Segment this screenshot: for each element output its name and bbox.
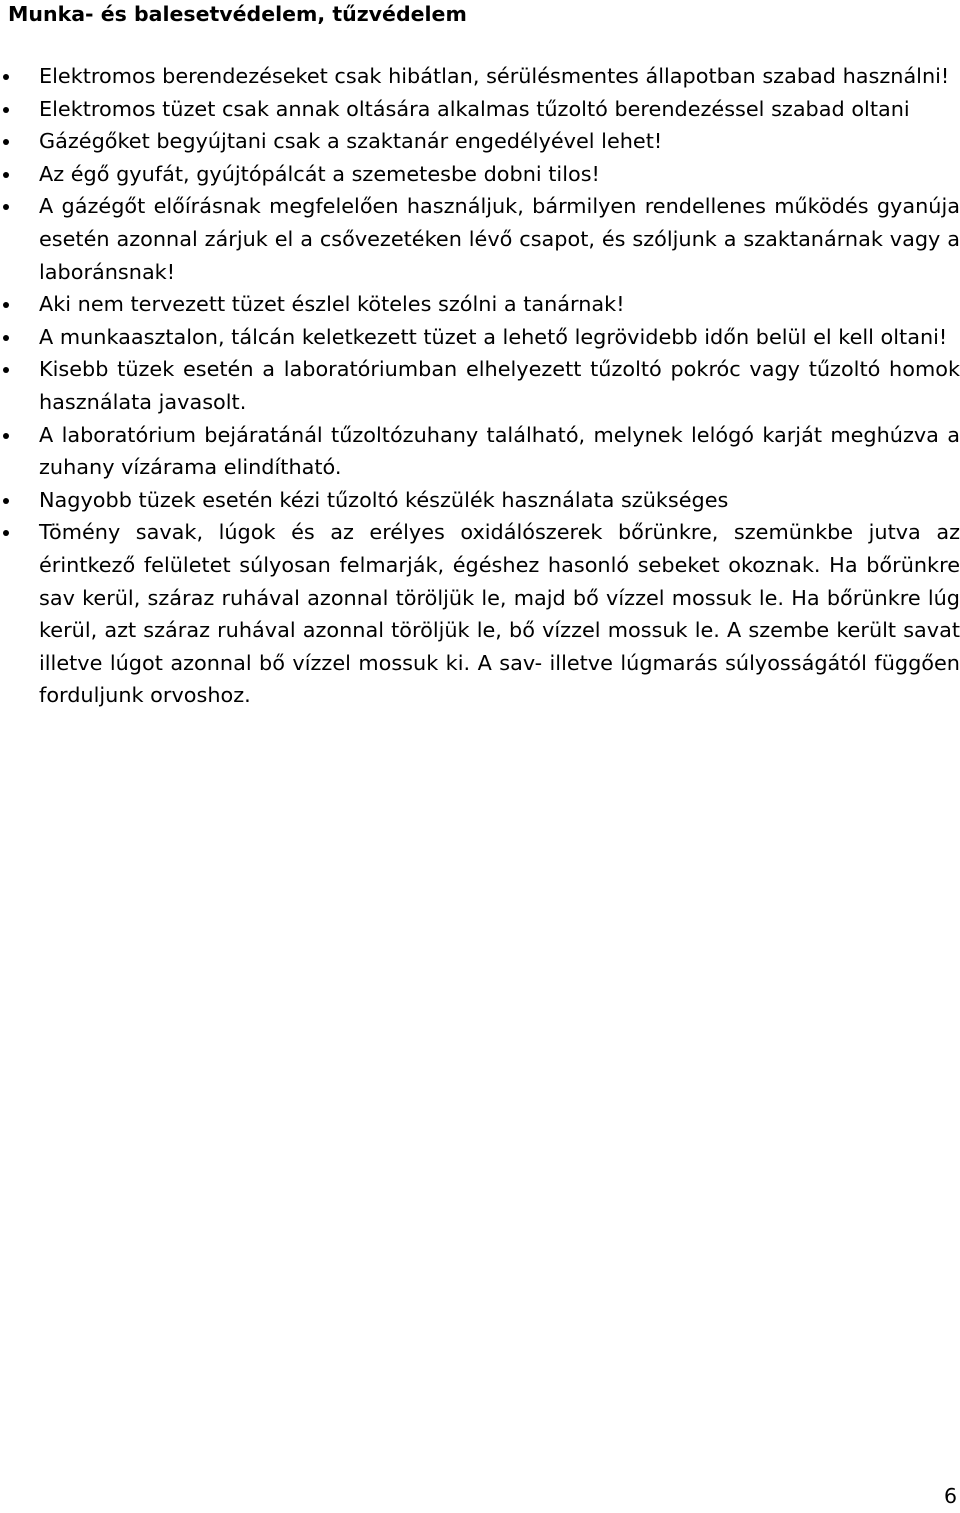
bullet-icon bbox=[3, 172, 9, 178]
list-item-text: Nagyobb tüzek esetén kézi tűzoltó készülék használata szükséges bbox=[39, 487, 729, 512]
list-item bbox=[0, 93, 960, 126]
list-item-text: Aki nem tervezett tüzet észlel köteles szólni a tanárnak! bbox=[39, 292, 625, 317]
list-item-text: Elektromos berendezéseket csak hibátlan, sérülésmentes állapotban szabad használni! bbox=[39, 64, 950, 88]
safety-rules-list bbox=[0, 60, 960, 712]
list-item-text: A munkaasztalon, tálcán keletkezett tüzet a lehető legrövidebb időn belül el kell oltani! bbox=[39, 324, 948, 349]
list-item-text: Elektromos tüzet csak annak oltására alkalmas tűzoltó berendezéssel szabad oltani bbox=[39, 96, 910, 121]
list-item-text: A gázégőt előírásnak megfelelően használjuk, bármilyen rendellenes működés gyanúja esetén azonnal zárjuk el a csővezetéken lévő csapot, és szóljunk a szaktanárnak vagy a laboránsnak! bbox=[39, 194, 960, 284]
list-item bbox=[0, 60, 960, 93]
list-item bbox=[0, 353, 960, 418]
bullet-icon bbox=[3, 433, 9, 439]
page-number: 6 bbox=[943, 1484, 957, 1508]
bullet-icon bbox=[3, 302, 9, 308]
bullet-icon bbox=[3, 498, 9, 504]
list-item-text: A laboratórium bejáratánál tűzoltózuhany található, melynek lelógó karját meghúzva a zuhany vízárama elindítható. bbox=[39, 422, 960, 480]
list-item bbox=[0, 419, 960, 484]
bullet-icon bbox=[3, 204, 9, 210]
bullet-icon bbox=[3, 530, 9, 536]
list-item-text: Gázégőket begyújtani csak a szaktanár engedélyével lehet! bbox=[39, 129, 663, 154]
list-item bbox=[0, 321, 960, 354]
bullet-icon bbox=[3, 139, 9, 145]
bullet-icon bbox=[3, 74, 9, 80]
list-item bbox=[0, 158, 960, 191]
page-title: Munka- és balesetvédelem, tűzvédelem bbox=[8, 2, 467, 26]
list-item-text: Az égő gyufát, gyújtópálcát a szemetesbe dobni tilos! bbox=[39, 161, 600, 186]
list-item bbox=[0, 516, 960, 712]
bullet-icon bbox=[3, 335, 9, 341]
list-item-text: Tömény savak, lúgok és az erélyes oxidálószerek bőrünkre, szemünkbe jutva az érintkező felületet súlyosan felmarják, égéshez hasonló sebeket okoznak. Ha bőrünkre sav kerül, száraz ruhával azonnal töröljük le, majd bő vízzel mossuk le. Ha bőrünkre lúg kerül, azt száraz ruhával azonnal töröljük le, bő vízzel mossuk le. A szembe került savat illetve lúgot azonnal bő vízzel mossuk ki. A sav- illetve lúgmarás súlyosságától függően forduljunk orvoshoz. bbox=[39, 520, 960, 708]
list-item bbox=[0, 288, 960, 321]
list-item bbox=[0, 190, 960, 288]
list-item-text: Kisebb tüzek esetén a laboratóriumban elhelyezett tűzoltó pokróc vagy tűzoltó homok használata javasolt. bbox=[39, 357, 960, 414]
bullet-icon bbox=[3, 107, 9, 113]
list-item bbox=[0, 484, 960, 517]
bullet-icon bbox=[3, 367, 9, 373]
list-item bbox=[0, 125, 960, 158]
